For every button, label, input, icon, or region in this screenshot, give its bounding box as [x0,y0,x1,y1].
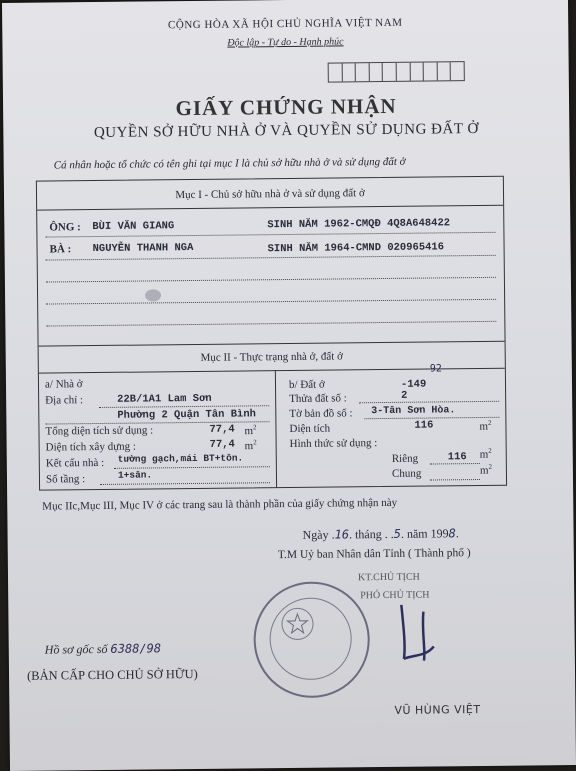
section2-heading: Mục II - Thực trạng nhà ở, đất ở [200,350,343,364]
map-label: Tờ bản đồ số : [289,407,353,420]
floors-value: 1+sân. [117,469,153,481]
republic-header: CỘNG HÒA XÃ HỘI CHỦ NGHĨA VIỆT NAM [167,16,403,32]
ink-smudge [145,289,161,301]
date-month-label: . tháng . . [348,526,394,542]
signatory-title2: PHÓ CHỦ TỊCH [360,589,430,602]
owner1-prefix: ÔNG : [49,221,81,234]
signer-name: VŨ HÙNG VIỆT [394,703,481,717]
copy-note: (BẢN CẤP CHO CHỦ SỞ HỮU) [26,666,198,683]
map-value: 3-Tân Sơn Hòa. [371,405,456,418]
certificate-title: GIẤY CHỨNG NHẬN [175,93,397,121]
house-label: a/ Nhà ở [44,378,83,391]
date-month: 5 [393,526,402,541]
address-line1: 22B/1A1 Lam Sơn [117,392,212,406]
intro-text: Cá nhân hoặc tổ chức có tên ghi tại mục I là chủ sở hữu nhà ở và sử dụng đất ở [53,155,406,172]
star-emblem-icon [281,608,313,640]
structure-value: tường gạch,mái BT+tôn. [117,452,244,465]
land-area-unit: m [479,420,489,433]
build-area-value: 77,4 [209,438,235,451]
land-area-unit-sup: 2 [487,418,492,427]
file-number-label: Hồ sơ gốc số [44,641,108,657]
shared-unit-sup: 2 [488,462,492,471]
section1-heading: Mục I - Chủ sở hữu nhà ở và sử dụng đất ở [175,187,365,202]
motto: Độc lập - Tự do - Hạnh phúc [227,36,344,49]
address-line2: Phường 2 Quận Tân Bình [117,408,257,422]
committee-line: T.M Uỷ ban Nhân dân Tỉnh ( Thành phố ) [277,547,471,562]
owner2-prefix: BÀ : [49,243,72,256]
date-day: 16 [334,527,350,542]
private-unit-sup: 2 [488,446,492,455]
footer-note: Mục IIc,Mục III, Mục IV ở các trang sau là thành phần của giấy chứng nhận này [42,496,398,513]
structure-label: Kết cấu nhà : [45,456,105,470]
certificate-subtitle: QUYỀN SỞ HỮU NHÀ Ở VÀ QUYỀN SỬ DỤNG ĐẤT Ở [93,120,479,142]
usage-label: Hình thức sử dụng : [289,437,378,450]
file-number-value: 6388/98 [110,641,162,656]
shared-label: Chung [391,467,422,480]
floors-label: Số tầng : [45,473,86,486]
certificate-paper [2,0,576,771]
owner1-name: BÙI VĂN GIANG [92,220,175,234]
main-frame [36,176,507,491]
official-stamp [253,581,370,698]
owner2-name: NGUYỄN THANH NGA [92,241,194,256]
private-unit: m [479,448,489,461]
plot-label: Thửa đất số : [289,392,347,405]
owner2-info: SINH NĂM 1964-CMND 020965416 [267,241,445,256]
serial-number-box [328,61,465,82]
date-prefix: Ngày . [302,527,335,542]
shared-unit: m [479,464,489,477]
land-label: b/ Đất ở [288,378,325,391]
owner1-info: SINH NĂM 1962-CMQĐ 4Q8A648422 [267,217,451,232]
total-area-unit-sup: 2 [252,423,257,432]
private-label: Riêng [391,452,419,465]
signatory-title1: KT.CHỦ TỊCH [357,571,420,584]
file-number [45,641,161,657]
private-value: 116 [447,451,467,464]
plot-note-top: -92 [423,363,442,375]
total-area-unit: m [244,425,254,438]
plot-value: 2 [401,389,408,402]
build-area-unit: m [244,440,254,453]
plot-note: -149 [400,378,427,391]
build-area-unit-sup: 2 [253,438,257,447]
total-area-label: Tổng diện tích sử dụng : [45,424,154,438]
address-label: Địa chỉ : [45,394,84,407]
build-area-label: Diện tích xây dựng : [45,440,136,454]
land-area-value: 116 [414,419,434,432]
date-suffix: . [455,526,459,541]
date-year-label: . năm 199 [400,526,449,541]
date-year-digit: 8 [448,526,456,541]
issue-date [303,526,459,543]
land-area-label: Diện tích [289,422,331,435]
signature-mark [393,596,454,667]
total-area-value: 77,4 [209,423,235,436]
